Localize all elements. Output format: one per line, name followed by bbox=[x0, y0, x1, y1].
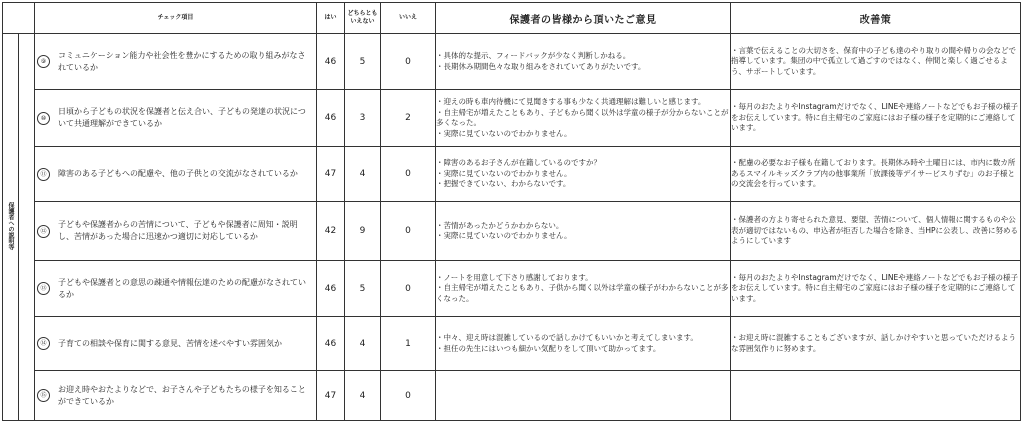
opinions-cell bbox=[436, 317, 731, 371]
neither-count: 9 bbox=[345, 202, 381, 261]
evaluation-table bbox=[2, 2, 1021, 421]
question-cell bbox=[35, 202, 317, 261]
item-number: ⑪ bbox=[37, 168, 50, 181]
item-number: ⑨ bbox=[37, 55, 50, 68]
category-label-text: 保護者への説明等 bbox=[7, 202, 14, 250]
question-text: 日頃から子どもの状況を保護者と伝え合い、子どもの発達の状況について共通理解ができているか bbox=[58, 107, 306, 128]
opinion-line: ・担任の先生にはいつも細かい気配りをして頂いて助かってます。 bbox=[436, 343, 661, 353]
question-cell bbox=[35, 90, 317, 147]
header-check-item: チェック項目 bbox=[35, 3, 317, 34]
question-cell bbox=[35, 34, 317, 90]
question-text: コミュニケーション能力や社会性を豊かにするための取り組みがなされているか bbox=[58, 50, 306, 72]
opinion-line: ・自主帰宅が増えたこともあり、子どもから聞く以外は学童の様子が分からないことが多くなった。 bbox=[436, 107, 729, 127]
opinion-line: ・把握できていない、わからないです。 bbox=[436, 179, 571, 189]
item-number: ⑬ bbox=[37, 282, 50, 295]
opinion-line: ・長期休み期間色々な取り組みをされていてありがたいです。 bbox=[436, 61, 646, 71]
opinions-cell bbox=[436, 147, 731, 202]
question-cell bbox=[35, 317, 317, 371]
improvement-line: ・言葉で伝えることの大切さを、保育中の子ども達のやり取りの間や帰りの会などで指導しています。集団の中で孤立して過ごすのではなく、仲間と楽しく過ごせるよう、サポートしています。 bbox=[731, 45, 1016, 76]
improvements-cell bbox=[731, 317, 1021, 371]
improvement-line: ・配慮の必要なお子様も在籍しております。長期休み時や土曜日には、市内に数カ所あるスマイルキッズクラブ内の他事業所「放課後等デイサービスりずむ」のお子様との交流会を行っています。 bbox=[731, 158, 1016, 189]
item-number: ⑩ bbox=[37, 112, 50, 125]
question-cell bbox=[35, 371, 317, 421]
header-blank bbox=[3, 3, 35, 34]
item-number: ⑮ bbox=[37, 389, 50, 402]
table-row bbox=[3, 90, 1021, 147]
opinions-cell bbox=[436, 90, 731, 147]
neither-count: 4 bbox=[345, 371, 381, 421]
opinions-cell bbox=[436, 34, 731, 90]
header-no: いいえ bbox=[381, 3, 436, 34]
question-text: お迎え時やおたよりなどで、お子さんや子どもたちの様子を知ることができているか bbox=[58, 384, 306, 406]
improvements-cell bbox=[731, 90, 1021, 147]
yes-count: 46 bbox=[317, 90, 345, 147]
table-row bbox=[3, 371, 1021, 421]
item-number: ⑫ bbox=[37, 225, 50, 238]
neither-count: 4 bbox=[345, 317, 381, 371]
yes-count: 46 bbox=[317, 317, 345, 371]
no-count: 0 bbox=[381, 202, 436, 261]
opinion-line: ・具体的な提示、フィードバックが少なく判断しかねる。 bbox=[436, 51, 631, 60]
opinion-line: ・障害のあるお子さんが在籍しているのですか？ bbox=[436, 158, 601, 168]
improvements-cell bbox=[731, 147, 1021, 202]
opinion-line: ・迎えの時も車内待機にて見聞きする事も少なく共通理解は難しいと感じます。 bbox=[436, 97, 706, 106]
category-label bbox=[3, 34, 19, 421]
no-count: 0 bbox=[381, 371, 436, 421]
opinion-line: ・自主帰宅が増えたこともあり、子供から聞く以外は学童の様子がわからないことが多くなった。 bbox=[436, 283, 729, 303]
table-row bbox=[3, 147, 1021, 202]
opinions-cell bbox=[436, 261, 731, 317]
header-neither: どちらとも いえない bbox=[345, 3, 381, 34]
opinion-line: ・実際に見ていないのでわかりません。 bbox=[436, 231, 572, 240]
opinion-line: ・中々、迎え時は混雑しているので話しかけてもいいかと考えてしまいます。 bbox=[436, 333, 698, 342]
question-cell bbox=[35, 261, 317, 317]
no-count: 0 bbox=[381, 147, 436, 202]
no-count: 2 bbox=[381, 90, 436, 147]
table-row bbox=[3, 261, 1021, 317]
improvements-cell bbox=[731, 371, 1021, 421]
no-count: 0 bbox=[381, 261, 436, 317]
improvement-line: ・毎月のおたよりやInstagramだけでなく、LINEや連絡ノートなどでもお子様の様子をお伝えしています。特に自主帰宅のご家庭にはお子様の様子を定期的にご連絡しています。 bbox=[731, 102, 1019, 133]
neither-count: 4 bbox=[345, 147, 381, 202]
improvements-cell bbox=[731, 34, 1021, 90]
neither-count: 3 bbox=[345, 90, 381, 147]
yes-count: 47 bbox=[317, 147, 345, 202]
yes-count: 47 bbox=[317, 371, 345, 421]
improvement-line: ・保護者の方より寄せられた意見、要望、苦情について、個人情報に関するものや公表が適切ではないもの、申込者が拒否した場合を除き、当HPに公表し、改善に努めるようにしています bbox=[731, 215, 1019, 246]
header-improvements: 改善策 bbox=[731, 3, 1021, 34]
neither-count: 5 bbox=[345, 34, 381, 90]
yes-count: 42 bbox=[317, 202, 345, 261]
opinion-line: ・実際に見ていないのでわかりません。 bbox=[436, 128, 572, 138]
header-yes: はい bbox=[317, 3, 345, 34]
improvement-line: ・毎月のおたよりやInstagramだけでなく、LINEや連絡ノートなどでもお子様の様子をお伝えしています。特に自主帰宅のご家庭にはお子様の様子を定期的にご連絡しています。 bbox=[731, 272, 1019, 303]
table-row bbox=[3, 317, 1021, 371]
no-count: 0 bbox=[381, 34, 436, 90]
improvements-cell bbox=[731, 261, 1021, 317]
item-number: ⑭ bbox=[37, 337, 50, 350]
category-spacer bbox=[19, 34, 35, 421]
question-text: 子どもや保護者との意思の疎通や情報伝達のための配慮がなされているか bbox=[58, 277, 306, 299]
yes-count: 46 bbox=[317, 34, 345, 90]
table-row bbox=[3, 34, 1021, 90]
opinions-cell bbox=[436, 371, 731, 421]
header-row bbox=[3, 3, 1021, 34]
question-cell bbox=[35, 147, 317, 202]
question-text: 子どもや保護者からの苦情について、子どもや保護者に周知・説明し、苦情があった場合に迅速かつ適切に対応しているか bbox=[58, 220, 298, 241]
improvements-cell bbox=[731, 202, 1021, 261]
opinion-line: ・実際に見ていないのでわかりません。 bbox=[436, 168, 572, 178]
yes-count: 46 bbox=[317, 261, 345, 317]
neither-count: 5 bbox=[345, 261, 381, 317]
opinion-line: ・ノートを用意して下さり感謝しております。 bbox=[436, 272, 593, 282]
no-count: 1 bbox=[381, 317, 436, 371]
header-opinions: 保護者の皆様から頂いたご意見 bbox=[436, 3, 731, 34]
improvement-line: ・お迎え時に混雑することもございますが、話しかけやすいと思っていただけるような雰囲気作りに努めます。 bbox=[731, 333, 1016, 353]
question-text: 障害のある子どもへの配慮や、他の子供との交流がなされているか bbox=[58, 169, 298, 178]
question-text: 子育ての相談や保育に関する意見、苦情を述べやすい雰囲気か bbox=[58, 338, 282, 348]
opinions-cell bbox=[436, 202, 731, 261]
table-row bbox=[3, 202, 1021, 261]
opinion-line: ・苦情があったかどうかわからない。 bbox=[436, 220, 564, 230]
